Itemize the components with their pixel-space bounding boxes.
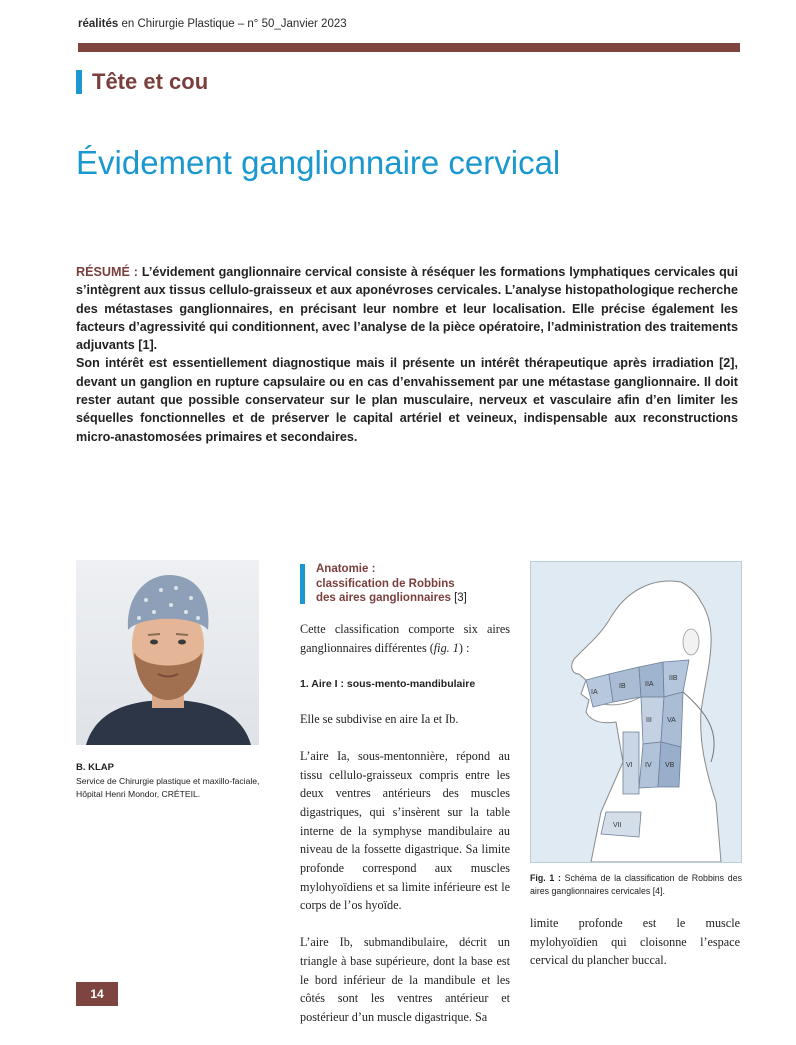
aire-1-paragraph-1: Elle se subdivise en aire Ia et Ib.	[300, 712, 459, 727]
figure-label-va: VA	[667, 717, 676, 724]
figure-label-vb: VB	[665, 762, 675, 769]
abstract	[76, 263, 738, 446]
journal-header	[78, 18, 347, 30]
figure-label-iv: IV	[645, 762, 652, 769]
figure-label-vi: VI	[626, 762, 633, 769]
author-affiliation-line-1: Service de Chirurgie plastique et maxillo-faciale,	[76, 776, 260, 786]
subsection-title-line-1: Anatomie :	[316, 563, 376, 575]
header-divider	[78, 43, 740, 52]
body-intro: Cette classification comporte six aires ganglionnaires différentes (fig. 1) :	[300, 622, 510, 655]
article-title: Évidement ganglionnaire cervical	[76, 144, 561, 181]
figure-caption-text: Schéma de la classification de Robbins des aires ganglionnaires cervicales [4].	[530, 873, 742, 896]
figure-caption	[530, 872, 742, 898]
figure-robbins-diagram	[530, 561, 742, 863]
author-name: B. KLAP	[76, 762, 114, 773]
figure-label-iib: IIB	[669, 675, 678, 682]
section-title: Tête et cou	[92, 69, 209, 94]
figure-caption-label: Fig. 1 :	[530, 873, 561, 883]
body-column-3: limite profonde est le muscle mylohyoïdien qui cloisonne l’espace cervical du plancher buccal.	[530, 916, 740, 968]
author-affiliation-line-2: Hôpital Henri Mondor, CRÉTEIL.	[76, 789, 201, 799]
figure-label-iii: III	[646, 717, 652, 724]
section-marker	[76, 70, 82, 94]
figure-label-vii: VII	[613, 822, 622, 829]
aire-1-paragraph-2: L’aire Ia, sous-mentonnière, répond au tissu cellulo-graisseux compris entre les deux ventres antérieurs des muscles digastriques, qui s’insèrent sur la table interne de la symphyse mandibulaire au niveau de la fossette digastrique. Sa limite profonde correspond aux muscles mylohyoïdiens et sa limite inférieure est le corps de l’os hyoïde.	[300, 748, 510, 913]
subsection-title	[316, 562, 467, 606]
abstract-label: RÉSUMÉ :	[76, 265, 138, 279]
author-affiliation	[76, 775, 286, 801]
figure-reference: fig. 1	[433, 640, 459, 655]
figure-label-iia: IIA	[645, 681, 654, 688]
section-heading	[76, 68, 208, 96]
abstract-paragraph-2: Son intérêt est essentiellement diagnostique mais il présente un intérêt thérapeutique après irradiation [2], devant un ganglion en rupture capsulaire ou en cas d’envahissement par une métastase ganglionnaire. Il doit rester autant que possible conservateur sur le plan musculaire, nerveux et vasculaire afin d’en limiter les séquelles fonctionnelles et de préserver le capital artériel et veineux, indispensable aux reconstructions micro-anastomosées primaires et secondaires.	[76, 356, 738, 444]
abstract-paragraph-1: L’évidement ganglionnaire cervical consiste à réséquer les formations lymphatiques cervicales qui s’intègrent aux tissus cellulo-graisseux et aux aponévroses cervicales. L’analyse histopathologique recherche des métastases ganglionnaires, en précisant leur nombre et leur localisation. Elle précise également les facteurs d’agressivité qui conditionnent, avec l’analyse de la pièce opératoire, l’administration des traitements adjuvants [1].	[76, 265, 738, 353]
figure-label-ib: IB	[619, 683, 626, 690]
page-number: 14	[76, 982, 118, 1006]
aire-1-paragraph-3: L’aire Ib, submandibulaire, décrit un triangle à base supérieure, dont la base est le bord inférieur de la mandibule et les côtés sont les ventres antérieur et postérieur d’un muscle digastrique. Sa	[300, 935, 510, 1024]
figure-label-ia: IA	[591, 689, 598, 696]
aire-1-heading: 1. Aire I : sous-mento-mandibulaire	[300, 678, 476, 691]
subsection-title-line-3: des aires ganglionnaires	[316, 592, 451, 604]
subsection-ref: [3]	[454, 592, 467, 604]
subsection-title-line-2: classification de Robbins	[316, 577, 455, 590]
author-photo	[76, 560, 259, 745]
journal-name: réalités	[78, 18, 119, 30]
subsection-marker	[300, 564, 305, 604]
journal-issue: en Chirurgie Plastique – n° 50_Janvier 2023	[118, 18, 347, 30]
body-column-2	[300, 620, 510, 1045]
